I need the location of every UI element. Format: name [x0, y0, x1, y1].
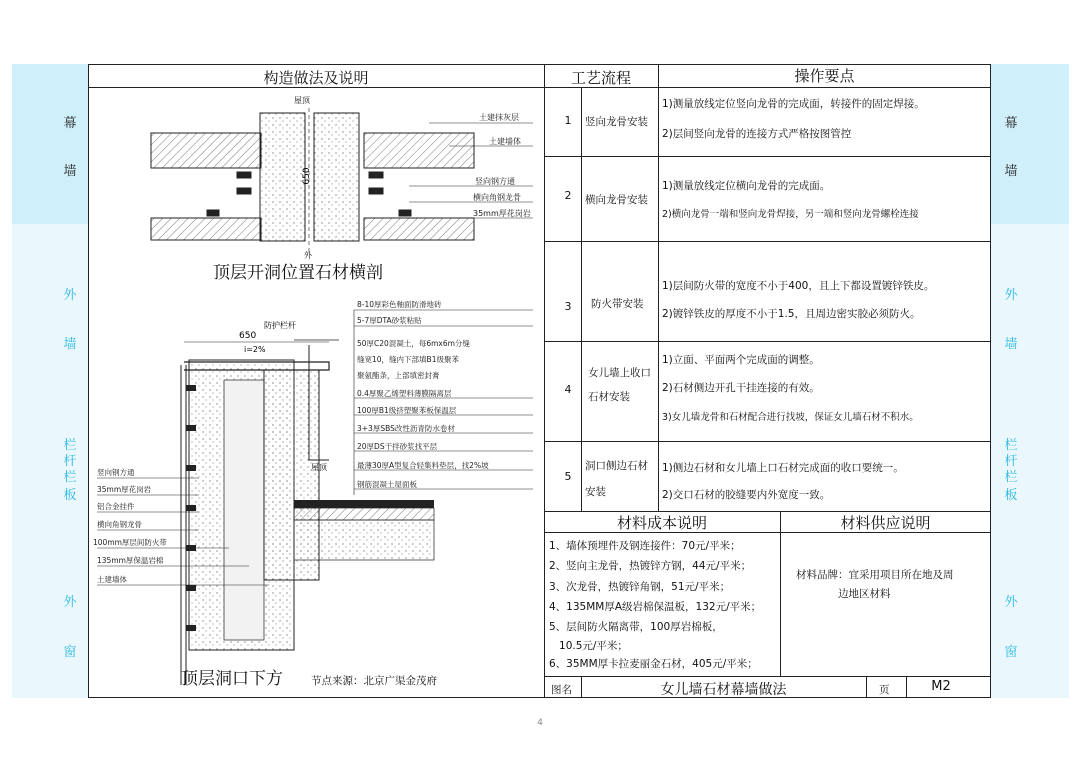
right-side-char: 幕	[1004, 116, 1018, 131]
divider	[658, 64, 659, 511]
right-label: 100厚B1级挤塑聚苯板保温层	[357, 406, 457, 415]
cost-item: 2、竖向主龙骨，热镀锌方钢，44元/平米；	[549, 560, 752, 572]
step-point: 1)立面、平面两个完成面的调整。	[662, 354, 820, 366]
cost-item: 5、层间防火隔离带，100厚岩棉板，	[549, 621, 723, 633]
left-side-char[interactable]: 栏	[63, 470, 77, 485]
right-label: 5-7厚DTA砂浆粘贴	[357, 316, 422, 325]
right-label: 钢筋混凝土屋面板	[357, 480, 417, 489]
left-label: 横向角钢龙骨	[97, 520, 142, 529]
left-side-char[interactable]: 外	[63, 595, 77, 610]
top-drawing-caption: 顶层开洞位置石材横剖	[213, 263, 383, 283]
step-name: 防火带安装	[591, 298, 644, 310]
step-point: 3)女儿墙龙骨和石材配合进行找坡，保证女儿墙石材不积水。	[662, 412, 919, 423]
cost-item: 3、次龙骨，热镀锌角钢，51元/平米；	[549, 581, 731, 593]
divider	[544, 156, 991, 157]
cost-item: 1、墙体预埋件及钢连接件：70元/平米；	[549, 540, 741, 552]
construction-header: 构造做法及说明	[263, 69, 369, 87]
drawing-name-label: 图名	[551, 684, 572, 696]
dim-650-top: 650	[302, 167, 312, 185]
step-name: 女儿墙上收口	[588, 367, 651, 379]
step-name: 洞口侧边石材	[585, 460, 648, 472]
right-side-char[interactable]: 栏	[1004, 470, 1018, 485]
divider	[544, 441, 991, 442]
left-sidebar-curtain-wall	[12, 64, 88, 224]
source-note: 节点来源：北京广渠金茂府	[311, 675, 437, 687]
step-point: 1)侧边石材和女儿墙上口石材完成面的收口要统一。	[662, 462, 904, 474]
step-number: 3	[564, 300, 572, 313]
top-label: 竖向钢方通	[475, 177, 515, 186]
step-name: 竖向龙骨安装	[585, 116, 648, 128]
divider	[581, 87, 582, 511]
step-number: 4	[564, 383, 572, 396]
step-number: 2	[564, 189, 572, 202]
divider	[544, 241, 991, 242]
cost-item: 10.5元/平米；	[549, 640, 628, 652]
top-label: 横向角钢龙骨	[473, 193, 521, 202]
right-label: 0.4厚聚乙烯塑料薄膜隔离层	[357, 389, 452, 398]
step-point: 1)测量放线定位竖向龙骨的完成面，转接件的固定焊接。	[662, 98, 925, 110]
divider	[544, 676, 991, 677]
right-label: 最薄30厚A型复合轻集料垫层，找2%坡	[357, 461, 489, 470]
right-side-char: 墙	[1004, 164, 1018, 179]
step-point: 2)层间竖向龙骨的连接方式严格按图管控	[662, 128, 852, 140]
top-section-drawing	[89, 88, 543, 273]
right-sidebar-curtain-wall	[991, 64, 1069, 224]
divider	[544, 64, 545, 698]
step-number: 5	[564, 470, 572, 483]
left-label: 35mm厚花岗岩	[97, 485, 152, 494]
key-points-header: 操作要点	[794, 67, 855, 85]
supply-text: 材料品牌：宜采用项目所在地及周	[796, 569, 954, 581]
process-header: 工艺流程	[570, 69, 631, 87]
left-side-char[interactable]: 杆	[63, 454, 77, 469]
left-label: 竖向钢方通	[97, 468, 135, 477]
page-number: 4	[537, 718, 543, 728]
right-side-char[interactable]: 杆	[1004, 454, 1018, 469]
right-side-char[interactable]: 栏	[1004, 438, 1018, 453]
right-label: 50厚C20混凝土，每6mx6m分缝	[357, 339, 470, 348]
step-point: 2)镀锌铁皮的厚度不小于1.5，且周边密实胶必须防火。	[662, 308, 921, 320]
left-side-char[interactable]: 窗	[63, 645, 77, 660]
left-side-char: 墙	[63, 164, 77, 179]
step-point: 2)横向龙骨一端和竖向龙骨焊接，另一端和竖向龙骨螺栓连接	[662, 209, 919, 220]
right-label: 缝宽10，缝内下部填B1级聚苯	[357, 355, 459, 364]
step-name: 横向龙骨安装	[585, 194, 648, 206]
divider	[780, 511, 781, 676]
right-label: 20厚DS干拌砂浆找平层	[357, 442, 438, 451]
bottom-drawing-caption: 顶层洞口下方	[181, 669, 283, 689]
step-point: 2)交口石材的胶缝要内外宽度一致。	[662, 489, 831, 501]
cost-item: 6、35MM厚卡拉麦丽金石材，405元/平米；	[549, 658, 758, 670]
left-side-char[interactable]: 外	[63, 288, 77, 303]
right-side-char[interactable]: 板	[1004, 488, 1018, 503]
right-label: 8-10厚彩色釉面防滑地砖	[357, 300, 442, 309]
divider	[866, 676, 867, 698]
right-label: 3+3厚SBS改性沥青防水卷材	[357, 424, 455, 433]
right-side-char[interactable]: 外	[1004, 288, 1018, 303]
step-number: 1	[564, 114, 572, 127]
drawing-name: 女儿墙石材幕墙做法	[660, 682, 787, 698]
right-side-char[interactable]: 窗	[1004, 645, 1018, 660]
right-side-char[interactable]: 墙	[1004, 337, 1018, 352]
slope-label: i=2%	[244, 345, 266, 354]
left-side-char[interactable]: 板	[63, 488, 77, 503]
step-point: 2)石材侧边开孔干挂连接的有效。	[662, 382, 820, 394]
railing-label: 防护栏杆	[264, 321, 296, 330]
step-name: 安装	[585, 486, 606, 498]
divider	[544, 341, 991, 342]
bottom-section-drawing	[89, 290, 543, 690]
cost-item: 4、135MM厚A级岩棉保温板，132元/平米；	[549, 601, 762, 613]
outside-label: 外	[304, 251, 312, 260]
page-label: 页	[879, 684, 890, 696]
supply-text: 边地区材料	[838, 588, 891, 600]
top-label: 35mm厚花岗岩	[473, 209, 531, 218]
step-point: 1)测量放线定位横向龙骨的完成面。	[662, 180, 831, 192]
left-label: 铝合金挂件	[97, 502, 135, 511]
left-side-char[interactable]: 栏	[63, 438, 77, 453]
right-side-char[interactable]: 外	[1004, 595, 1018, 610]
roof-label-bottom: 屋顶	[311, 463, 327, 472]
right-label: 聚氨酯条，上部填密封膏	[357, 371, 440, 380]
step-point: 1)层间防火带的宽度不小于400，且上下都设置镀锌铁皮。	[662, 280, 935, 292]
left-label: 100mm厚层间防火带	[93, 538, 167, 547]
cost-header: 材料成本说明	[616, 514, 707, 532]
dim-650-bottom: 650	[239, 331, 257, 341]
top-label: 土建抹灰层	[479, 113, 519, 122]
step-name: 石材安装	[588, 391, 630, 403]
left-label: 土建墙体	[97, 575, 127, 584]
top-label: 土建墙体	[489, 137, 521, 146]
left-side-char[interactable]: 墙	[63, 337, 77, 352]
roof-label: 屋顶	[294, 96, 310, 105]
left-label: 135mm厚保温岩棉	[97, 556, 164, 565]
left-side-char: 幕	[63, 116, 77, 131]
page-code: M2	[931, 679, 951, 694]
supply-header: 材料供应说明	[840, 514, 931, 532]
